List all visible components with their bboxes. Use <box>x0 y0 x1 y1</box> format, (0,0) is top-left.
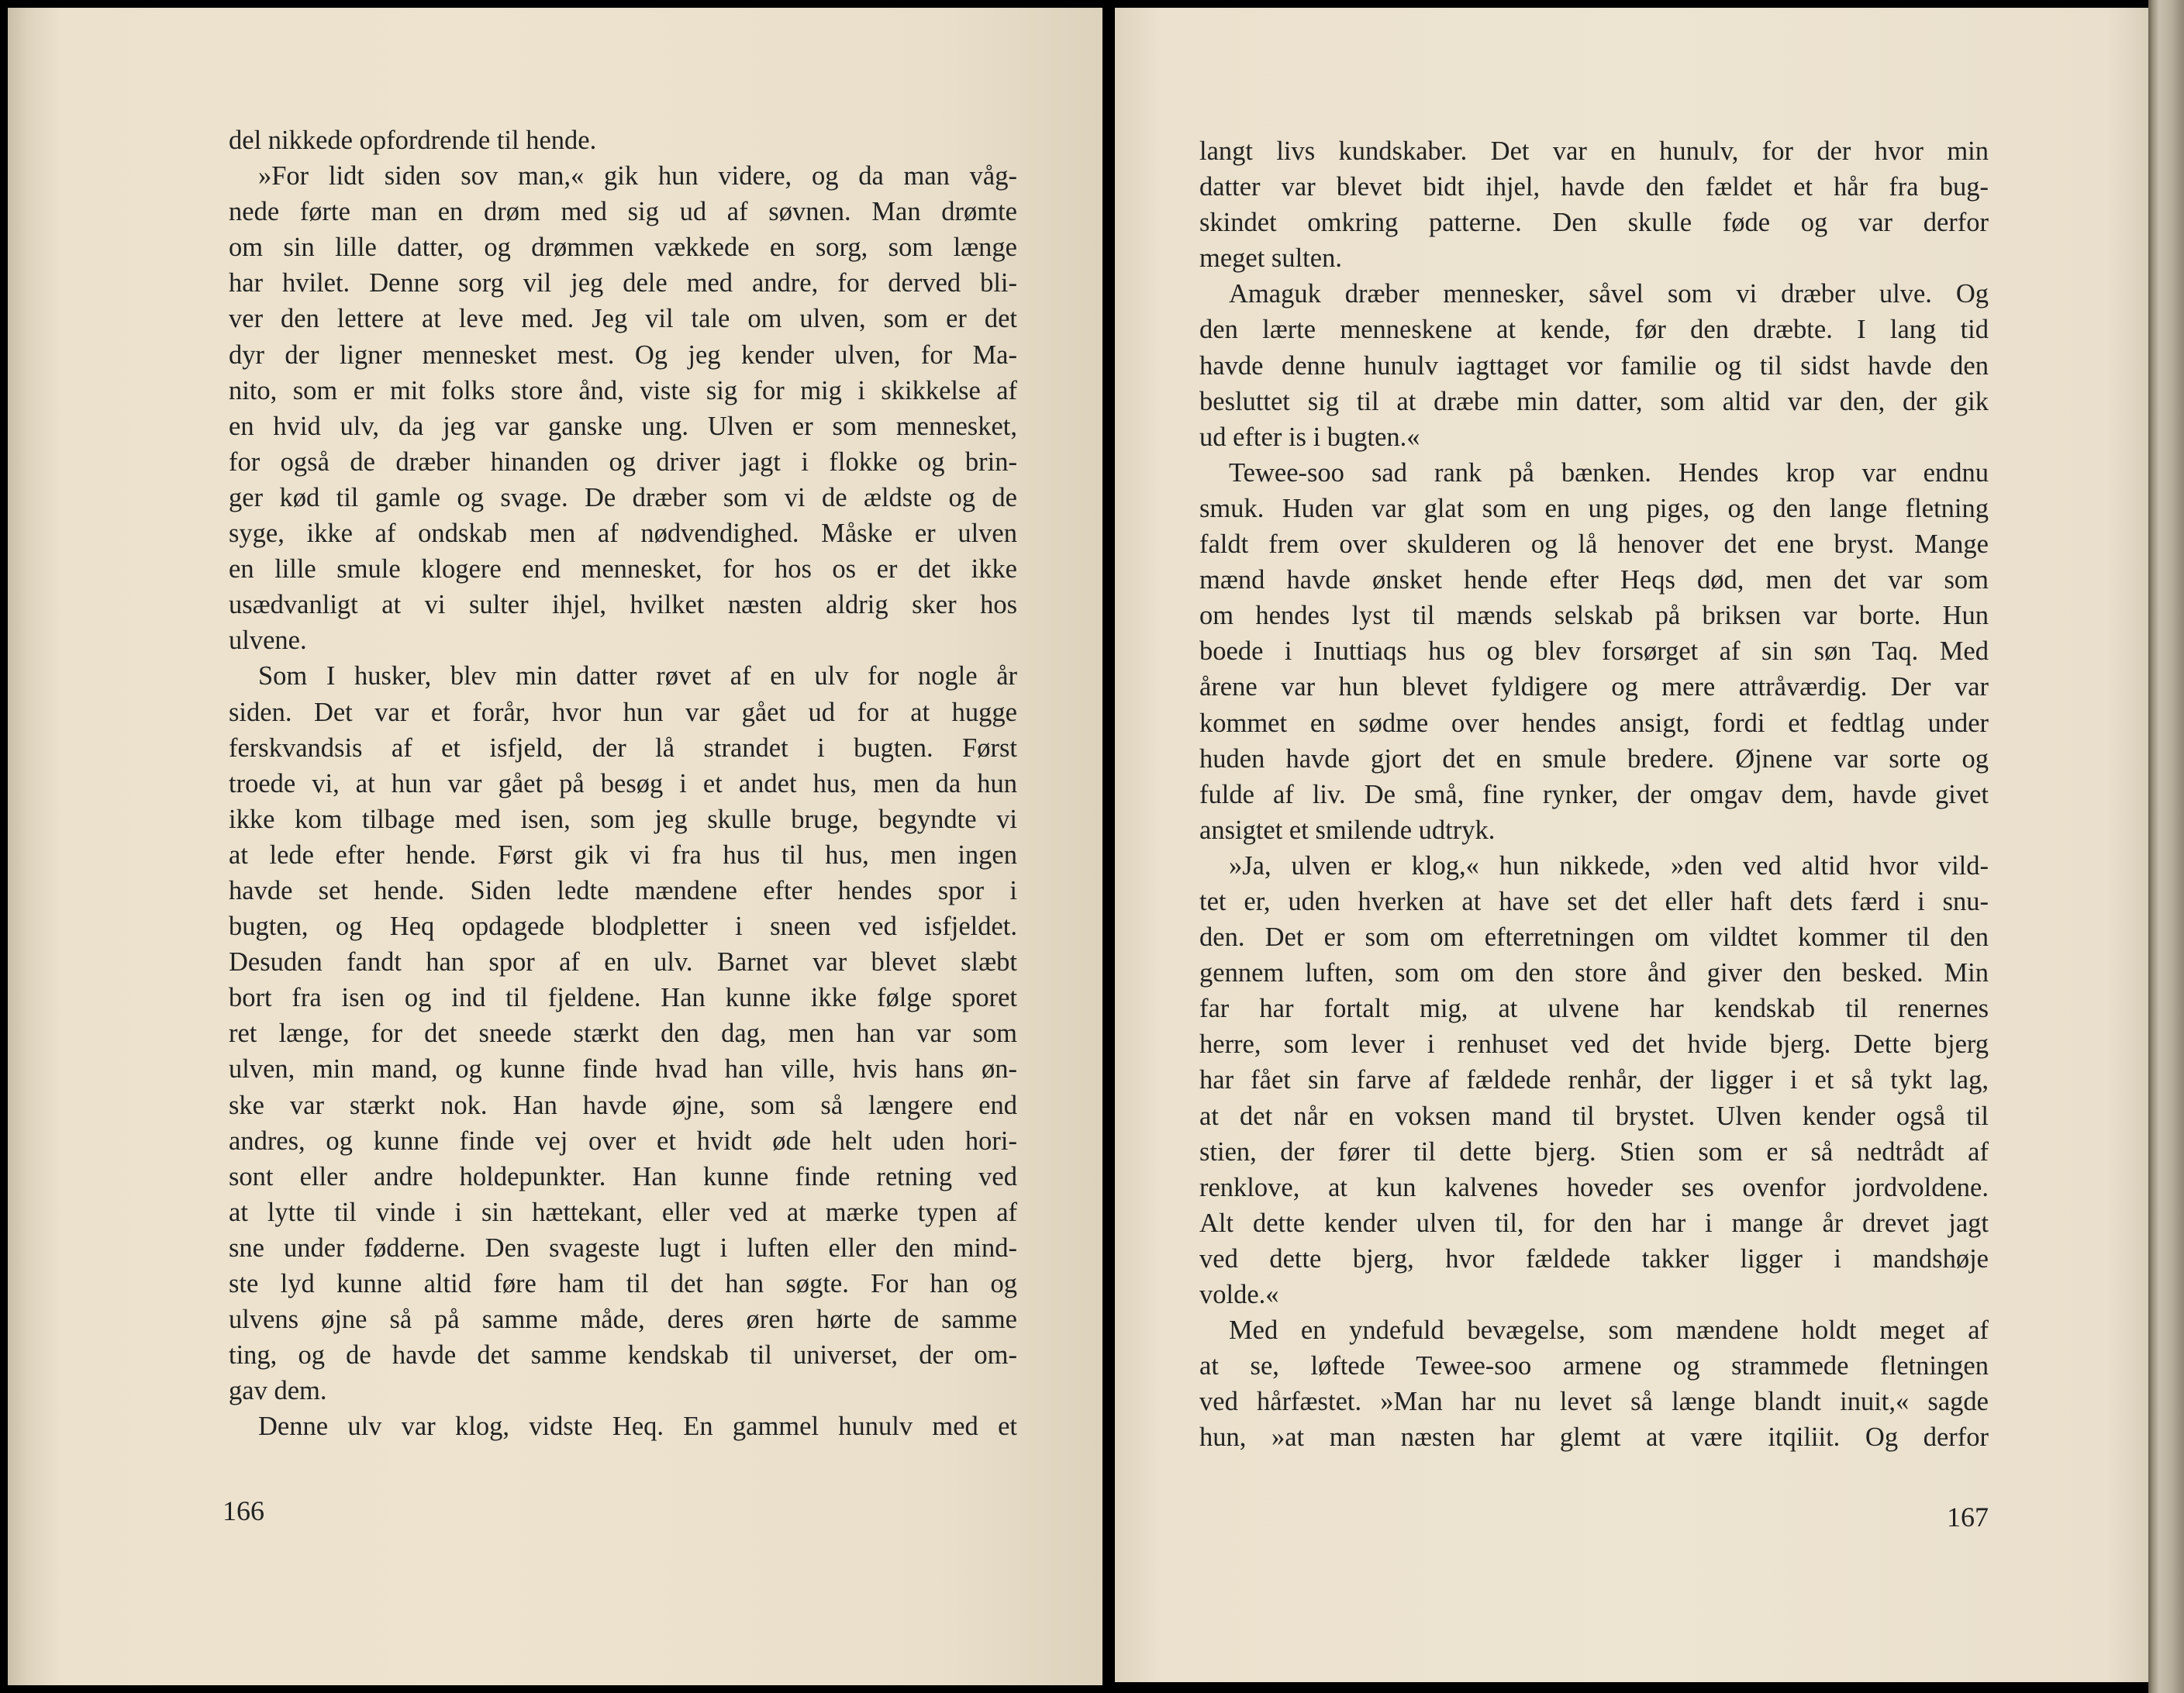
right-page-text <box>1199 133 1989 1455</box>
text-line: ver den lettere at leve med. Jeg vil tale om ulven, som er det <box>229 304 1017 334</box>
text-line: at se, løftede Tewee-soo armene og strammede fletningen <box>1199 1351 1989 1381</box>
text-line: bort fra isen og ind til fjeldene. Han kunne ikke følge sporet <box>229 983 1017 1013</box>
text-line: Tewee-soo sad rank på bænken. Hendes krop var endnu <box>1229 457 1989 488</box>
text-line: del nikkede opfordrende til hende. <box>229 126 597 155</box>
text-line: årene var hun blevet fyldigere og mere attråværdig. Der var <box>1199 672 1989 702</box>
text-line: mænd havde ønsket hende efter Heqs død, men det var som <box>1199 565 1989 595</box>
text-line: en lille smule klogere end mennesket, for hos os er det ikke <box>229 554 1017 584</box>
text-line: hun, »at man næsten har glemt at være itqiliit. Og derfor <box>1199 1422 1989 1453</box>
text-line: andres, og kunne finde vej over et hvidt øde helt uden hori- <box>229 1126 1017 1156</box>
text-line: ger kød til gamle og svage. De dræber som vi de ældste og de <box>229 482 1017 512</box>
text-line: smuk. Huden var glat som en ung piges, og den lange fletning <box>1199 493 1989 523</box>
text-line: »Ja, ulven er klog,« hun nikkede, »den ved altid hvor vild- <box>1229 850 1989 881</box>
text-line: datter var blevet bidt ihjel, havde den fældet et hår fra bug- <box>1199 172 1989 202</box>
text-line: en hvid ulv, da jeg var ganske ung. Ulven er som mennesket, <box>229 411 1017 441</box>
left-page-text <box>229 122 1017 1444</box>
text-line: usædvanligt at vi sulter ihjel, hvilket næsten aldrig sker hos <box>229 590 1017 620</box>
text-line: siden. Det var et forår, hvor hun var gået ud for at hugge <box>229 697 1017 727</box>
text-line: ste lyd kunne altid føre ham til det han søgte. For han og <box>229 1269 1017 1298</box>
page-stack-edge <box>2148 0 2184 1693</box>
text-line: kommet en sødme over hendes ansigt, fordi et fedtlag under <box>1199 708 1989 738</box>
left-page <box>8 8 1102 1685</box>
text-line: for også de dræber hinanden og driver jagt i flokke og brin- <box>229 447 1017 477</box>
text-line: bugten, og Heq opdagede blodpletter i sneen ved isfjeldet. <box>229 912 1017 942</box>
right-page <box>1115 8 2148 1682</box>
text-line: ud efter is i bugten.« <box>1199 422 1420 452</box>
text-line: Alt dette kender ulven til, for den har i mange år drevet jagt <box>1199 1208 1989 1238</box>
book-gutter <box>1102 0 1115 1693</box>
text-line: skindet omkring patterne. Den skulle føde og var derfor <box>1199 208 1989 238</box>
text-line: nede førte man en drøm med sig ud af søvnen. Man drømte <box>229 197 1017 227</box>
text-line: ikke kom tilbage med isen, som jeg skulle bruge, begyndte vi <box>229 804 1017 834</box>
text-line: tet er, uden hverken at have set det eller haft dets færd i snu- <box>1199 886 1989 916</box>
text-line: nito, som er mit folks store ånd, viste sig for mig i skikkelse af <box>229 375 1017 405</box>
text-line: volde.« <box>1199 1280 1279 1309</box>
text-line: ved dette bjerg, hvor fældede takker ligger i mandshøje <box>1199 1243 1989 1274</box>
text-line: meget sulten. <box>1199 243 1342 274</box>
text-line: Desuden fandt han spor af en ulv. Barnet var blevet slæbt <box>229 947 1017 978</box>
text-line: den. Det er som om efterretningen om vildtet kommer til den <box>1199 922 1989 953</box>
text-line: huden havde gjort det en smule bredere. Øjnene var sorte og <box>1199 743 1989 774</box>
text-line: Denne ulv var klog, vidste Heq. En gammel hunulv med et <box>258 1412 1017 1442</box>
text-line: renklove, at kun kalvenes hoveder ses ovenfor jordvoldene. <box>1199 1172 1989 1202</box>
text-line: fulde af liv. De små, fine rynker, der omgav dem, havde givet <box>1199 779 1989 809</box>
text-line: ulvene. <box>229 626 307 656</box>
right-page-number: 167 <box>1947 1502 1989 1533</box>
text-line: langt livs kundskaber. Det var en hunulv, for der hvor min <box>1199 136 1989 166</box>
text-line: herre, som lever i renhuset ved det hvide bjerg. Dette bjerg <box>1199 1029 1989 1060</box>
text-line: far har fortalt mig, at ulvene har kendskab til renernes <box>1199 994 1989 1024</box>
text-line: at det når en voksen mand til brystet. Ulven kender også til <box>1199 1101 1989 1131</box>
text-line: boede i Inuttiaqs hus og blev forsørget af sin søn Taq. Med <box>1199 636 1989 667</box>
text-line: ret længe, for det sneede stærkt den dag, men han var som <box>229 1019 1017 1049</box>
text-line: gav dem. <box>229 1376 327 1406</box>
text-line: om hendes lyst til mænds selskab på briksen var borte. Hun <box>1199 601 1989 631</box>
text-line: syge, ikke af ondskab men af nødvendighed. Måske er ulven <box>229 519 1017 549</box>
text-line: stien, der fører til dette bjerg. Stien som er så nedtrådt af <box>1199 1136 1989 1167</box>
text-line: besluttet sig til at dræbe min datter, som altid var den, der gik <box>1199 386 1989 416</box>
text-line: ulven, min mand, og kunne finde hvad han ville, hvis hans øn- <box>229 1054 1017 1084</box>
text-line: ske var stærkt nok. Han havde øjne, som så længere end <box>229 1090 1017 1120</box>
text-line: dyr der ligner mennesket mest. Og jeg kender ulven, for Ma- <box>229 340 1017 370</box>
text-line: Som I husker, blev min datter røvet af en ulv for nogle år <box>258 661 1017 691</box>
text-line: den lærte menneskene at kende, før den dræbte. I lang tid <box>1199 315 1989 345</box>
text-line: Med en yndefuld bevægelse, som mændene holdt meget af <box>1229 1315 1989 1346</box>
text-line: sne under fødderne. Den svageste lugt i luften eller den mind- <box>229 1233 1017 1263</box>
left-page-number: 166 <box>223 1495 264 1526</box>
text-line: ulvens øjne så på samme måde, deres øren hørte de samme <box>229 1305 1017 1335</box>
text-line: troede vi, at hun var gået på besøg i et andet hus, men da hun <box>229 768 1017 798</box>
text-line: ansigtet et smilende udtryk. <box>1199 815 1496 845</box>
text-line: at lede efter hende. Først gik vi fra hus til hus, men ingen <box>229 840 1017 870</box>
text-line: har fået sin farve af fældede renhår, der ligger i et så tykt lag, <box>1199 1065 1989 1095</box>
text-line: »For lidt siden sov man,« gik hun videre, og da man våg- <box>258 161 1017 191</box>
text-line: ferskvandsis af et isfjeld, der lå strandet i bugten. Først <box>229 733 1017 763</box>
text-line: ting, og de havde det samme kendskab til universet, der om- <box>229 1340 1017 1371</box>
text-line: havde set hende. Siden ledte mændene efter hendes spor i <box>229 875 1017 905</box>
text-line: har hvilet. Denne sorg vil jeg dele med andre, for derved bli- <box>229 268 1017 298</box>
text-line: Amaguk dræber mennesker, såvel som vi dræber ulve. Og <box>1229 279 1989 309</box>
text-line: at lytte til vinde i sin hættekant, eller ved at mærke typen af <box>229 1197 1017 1227</box>
text-line: ved hårfæstet. »Man har nu levet så længe blandt inuit,« sagde <box>1199 1387 1989 1417</box>
text-line: om sin lille datter, og drømmen vækkede en sorg, som længe <box>229 233 1017 263</box>
text-line: sont eller andre holdepunkter. Han kunne finde retning ved <box>229 1161 1017 1191</box>
text-line: havde denne hunulv iagttaget vor familie og til sidst havde den <box>1199 350 1989 381</box>
text-line: gennem luften, som om den store ånd giver den besked. Min <box>1199 958 1989 988</box>
text-line: faldt frem over skulderen og lå henover det ene bryst. Mange <box>1199 529 1989 560</box>
